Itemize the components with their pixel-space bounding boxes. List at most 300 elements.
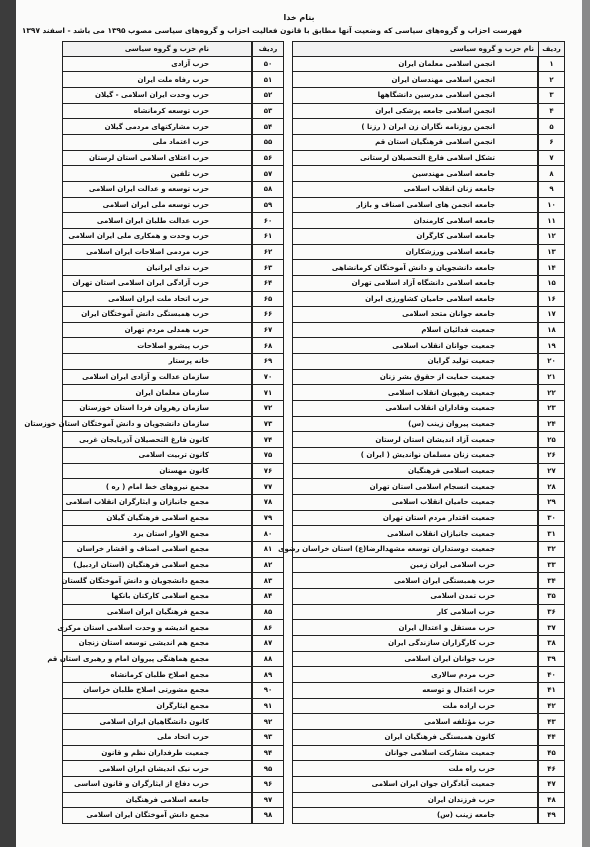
party-name: حزب تمدن اسلامی xyxy=(430,592,495,601)
table-row xyxy=(292,558,565,574)
party-name: جمعیت مشارکت اسلامی جوانان xyxy=(385,748,495,757)
blank-cell xyxy=(213,808,252,823)
table-row xyxy=(292,213,565,229)
blank-cell xyxy=(499,746,538,761)
blank-cell xyxy=(499,714,538,729)
table-row xyxy=(292,135,565,151)
party-name: حزب پیشرو اصلاحات xyxy=(137,341,209,350)
row-number: ۴۹ xyxy=(538,808,564,823)
table-row xyxy=(292,401,565,417)
party-name: مجمع دانش آموختگان ایران اسلامی xyxy=(86,811,209,820)
party-name: سازمان دانشجویان و دانش آموختگان استان خوزستان xyxy=(24,420,209,429)
row-number: ۲۲ xyxy=(538,385,564,400)
blank-cell xyxy=(213,495,252,510)
row-number: ۲۶ xyxy=(538,448,564,463)
row-number: ۷۷ xyxy=(252,479,283,494)
blank-cell xyxy=(213,526,252,541)
table-row xyxy=(62,683,284,699)
row-number: ۶۳ xyxy=(252,260,283,275)
table-row xyxy=(62,667,284,683)
row-number: ۶۵ xyxy=(252,292,283,307)
party-name: جامعه اسلامی مهندسین xyxy=(412,169,495,178)
row-number: ۴۸ xyxy=(538,793,564,808)
party-name: مجمع نیروهای خط امام ( ره ) xyxy=(105,482,209,491)
blank-cell xyxy=(499,72,538,87)
row-number: ۵ xyxy=(538,119,564,134)
row-number: ۹۴ xyxy=(252,746,283,761)
bismillah-heading: بنام خدا xyxy=(283,13,315,22)
party-name: جامعه دانشجویان و دانش آموختگان کرمانشاهی xyxy=(331,263,495,272)
table-row xyxy=(62,479,284,495)
blank-cell xyxy=(213,636,252,651)
blank-cell xyxy=(499,495,538,510)
party-name: حزب وحدت و همکاری ملی ایران اسلامی xyxy=(68,232,209,241)
party-name: انجمن اسلامی فرهنگیان استان قم xyxy=(375,138,495,147)
party-name: جامعه اسلامی ورزشکاران xyxy=(405,247,495,256)
blank-cell xyxy=(213,558,252,573)
row-number: ۲۰ xyxy=(538,354,564,369)
row-number: ۳۹ xyxy=(538,652,564,667)
table-row xyxy=(292,573,565,589)
blank-cell xyxy=(213,620,252,635)
table-row xyxy=(62,746,284,762)
table-row xyxy=(292,761,565,777)
blank-cell xyxy=(213,699,252,714)
table-row xyxy=(292,652,565,668)
blank-cell xyxy=(213,793,252,808)
blank-cell xyxy=(499,245,538,260)
blank-cell xyxy=(499,135,538,150)
row-number: ۳۰ xyxy=(538,511,564,526)
blank-cell xyxy=(213,605,252,620)
table-row xyxy=(292,432,565,448)
row-number: ۵۷ xyxy=(252,166,283,181)
table-row xyxy=(292,88,565,104)
row-number: ۳۶ xyxy=(538,605,564,620)
blank-cell xyxy=(213,323,252,338)
blank-cell xyxy=(499,526,538,541)
blank-cell xyxy=(213,198,252,213)
blank-cell xyxy=(213,401,252,416)
row-number: ۵۶ xyxy=(252,151,283,166)
row-number: ۲۱ xyxy=(538,370,564,385)
party-name: حزب وحدت ایران اسلامی - گیلان xyxy=(95,91,209,100)
blank-cell xyxy=(213,307,252,322)
blank-cell xyxy=(213,683,252,698)
blank-cell xyxy=(213,714,252,729)
party-name: حزب نیک اندیشان ایران اسلامی xyxy=(98,764,209,773)
blank-cell xyxy=(213,292,252,307)
table-row xyxy=(292,338,565,354)
table-row xyxy=(292,699,565,715)
table-row xyxy=(62,636,284,652)
table-row xyxy=(62,605,284,621)
blank-cell xyxy=(213,667,252,682)
row-number: ۸۰ xyxy=(252,526,283,541)
row-number: ۵۱ xyxy=(252,72,283,87)
row-number: ۳ xyxy=(538,88,564,103)
party-name: جامعه اسلامی دانشگاه آزاد اسلامی تهران xyxy=(351,279,495,288)
table-header xyxy=(62,41,284,57)
blank-cell xyxy=(213,542,252,557)
row-number: ۳۵ xyxy=(538,589,564,604)
table-row xyxy=(62,292,284,308)
table-row xyxy=(62,229,284,245)
row-number: ۷۰ xyxy=(252,370,283,385)
table-row xyxy=(62,166,284,182)
row-number: ۱ xyxy=(538,57,564,72)
row-number: ۸۲ xyxy=(252,558,283,573)
blank-cell xyxy=(213,166,252,181)
table-row xyxy=(62,495,284,511)
table-row xyxy=(292,104,565,120)
table-row xyxy=(62,558,284,574)
blank-cell xyxy=(499,730,538,745)
blank-cell xyxy=(213,338,252,353)
blank-cell xyxy=(499,652,538,667)
table-row xyxy=(62,213,284,229)
party-name: کانون دانشگاهیان ایران اسلامی xyxy=(99,717,209,726)
party-name: جامعه زینب (س) xyxy=(436,811,495,820)
row-number: ۶ xyxy=(538,135,564,150)
party-name: جمعیت حمایت از حقوق بشر زنان xyxy=(379,373,495,382)
party-name: حزب جوانان ایران اسلامی xyxy=(404,654,495,663)
blank-cell xyxy=(499,370,538,385)
column-header-num: ردیف xyxy=(538,42,564,56)
party-name: انجمن اسلامی مدرسین دانشگاهها xyxy=(377,91,495,100)
table-row xyxy=(292,166,565,182)
table-row xyxy=(62,338,284,354)
blank-cell xyxy=(499,323,538,338)
row-number: ۸۹ xyxy=(252,667,283,682)
blank-cell xyxy=(213,730,252,745)
blank-cell xyxy=(213,511,252,526)
scan-edge-right xyxy=(582,0,590,847)
table-row xyxy=(62,72,284,88)
row-number: ۲۴ xyxy=(538,417,564,432)
party-name: حزب اعتماد ملی xyxy=(152,138,209,147)
party-name: جمعیت طرفداران نظم و قانون xyxy=(101,748,209,757)
table-row xyxy=(62,808,284,824)
party-name: جمعیت آبادگران جوان ایران اسلامی xyxy=(371,780,495,789)
blank-cell xyxy=(213,777,252,792)
table-header xyxy=(292,41,565,57)
party-name: کانون همبستگی فرهنگیان ایران xyxy=(384,733,495,742)
blank-cell xyxy=(213,104,252,119)
row-number: ۶۲ xyxy=(252,245,283,260)
blank-cell xyxy=(499,385,538,400)
table-row xyxy=(62,432,284,448)
table-row xyxy=(62,401,284,417)
party-name: مجمع مشورتی اصلاح طلبان خراسان xyxy=(83,686,209,695)
party-name: جمعیت دوستداران توسعه مشهدالرضا(ع) استان خراسان رضوی xyxy=(278,545,495,554)
blank-cell xyxy=(499,338,538,353)
party-name: مجمع جانبازان و ایثارگران انقلاب اسلامی xyxy=(65,498,209,507)
row-number: ۸۵ xyxy=(252,605,283,620)
table-row xyxy=(292,495,565,511)
row-number: ۶۱ xyxy=(252,229,283,244)
table-row xyxy=(62,385,284,401)
table-row xyxy=(292,620,565,636)
row-number: ۷۹ xyxy=(252,511,283,526)
table-row xyxy=(292,229,565,245)
party-name: سازمان عدالت و آزادی ایران اسلامی xyxy=(82,373,209,382)
row-number: ۷۵ xyxy=(252,448,283,463)
party-name: مجمع اصلاح طلبان کرمانشاه xyxy=(110,670,209,679)
row-number: ۵۵ xyxy=(252,135,283,150)
party-name: حزب مردمی اصلاحات ایران اسلامی xyxy=(86,247,209,256)
blank-cell xyxy=(499,605,538,620)
table-row xyxy=(62,542,284,558)
table-row xyxy=(292,119,565,135)
row-number: ۶۰ xyxy=(252,213,283,228)
row-number: ۱۹ xyxy=(538,338,564,353)
table-row xyxy=(62,119,284,135)
party-name: مجمع اسلامی فرهنگیان (استان اردبیل) xyxy=(73,560,209,569)
blank-cell xyxy=(213,88,252,103)
table-row xyxy=(292,636,565,652)
table-row xyxy=(292,57,565,73)
blank-cell xyxy=(499,636,538,651)
row-number: ۱۸ xyxy=(538,323,564,338)
blank-cell xyxy=(499,558,538,573)
row-number: ۸۳ xyxy=(252,573,283,588)
party-name: انجمن اسلامی جامعه پزشکی ایران xyxy=(375,106,495,115)
blank-cell xyxy=(499,401,538,416)
party-name: حزب اراده ملت xyxy=(442,701,495,710)
row-number: ۹۵ xyxy=(252,761,283,776)
table-row xyxy=(292,72,565,88)
blank-cell xyxy=(499,198,538,213)
party-name: جامعه اسلامی کارگران xyxy=(416,232,495,241)
table-row xyxy=(292,511,565,527)
row-number: ۷۱ xyxy=(252,385,283,400)
row-number: ۳۴ xyxy=(538,573,564,588)
party-name: حزب مستقل و اعتدال ایران xyxy=(398,623,495,632)
table-row xyxy=(62,526,284,542)
blank-cell xyxy=(213,229,252,244)
blank-cell xyxy=(213,448,252,463)
party-name: حزب اسلامی ایران زمین xyxy=(409,560,495,569)
blank-cell xyxy=(213,213,252,228)
blank-cell xyxy=(213,57,252,72)
table-row xyxy=(292,385,565,401)
party-name: حزب اعتدال و توسعه xyxy=(422,686,495,695)
row-number: ۲۹ xyxy=(538,495,564,510)
party-name: حزب توسعه کرمانشاه xyxy=(133,106,209,115)
table-row xyxy=(62,589,284,605)
party-name: حزب اعتلای اسلامی استان لرستان xyxy=(88,153,209,162)
blank-cell xyxy=(499,166,538,181)
table-row xyxy=(62,777,284,793)
party-name: جمعیت آزاد اندیشان استان لرستان xyxy=(375,435,495,444)
row-number: ۸۸ xyxy=(252,652,283,667)
party-name: کانون تربیت اسلامی xyxy=(138,451,209,460)
party-name: حزب فرزندان ایران xyxy=(427,795,495,804)
row-number: ۵۴ xyxy=(252,119,283,134)
blank-cell xyxy=(499,479,538,494)
table-row xyxy=(62,182,284,198)
blank-cell xyxy=(499,292,538,307)
blank-cell xyxy=(499,229,538,244)
blank-cell xyxy=(499,276,538,291)
party-name: جمعیت پیروان زینب (س) xyxy=(408,420,495,429)
blank-cell xyxy=(213,479,252,494)
row-number: ۴۷ xyxy=(538,777,564,792)
row-number: ۴۵ xyxy=(538,746,564,761)
blank-cell xyxy=(213,573,252,588)
party-name: مجمع الاوار استان یزد xyxy=(133,529,209,538)
party-name: مجمع اسلامی اصناف و اقشار خراسان xyxy=(76,545,209,554)
blank-cell xyxy=(499,151,538,166)
row-number: ۷ xyxy=(538,151,564,166)
table-row xyxy=(292,245,565,261)
row-number: ۶۹ xyxy=(252,354,283,369)
party-name: جمعیت جوانان انقلاب اسلامی xyxy=(392,341,495,350)
table-row xyxy=(292,198,565,214)
party-name: حزب همدلی مردم تهران xyxy=(124,326,209,335)
table-row xyxy=(62,511,284,527)
row-number: ۴ xyxy=(538,104,564,119)
party-name: حزب مشارکتهای مردمی گیلان xyxy=(104,122,209,131)
table-row xyxy=(278,542,565,558)
row-number: ۹ xyxy=(538,182,564,197)
table-row xyxy=(292,683,565,699)
party-name: حزب همبستگی دانش آموختگان ایران xyxy=(81,310,209,319)
row-number: ۹۷ xyxy=(252,793,283,808)
blank-cell xyxy=(213,746,252,761)
row-number: ۳۷ xyxy=(538,620,564,635)
party-name: جمعیت جانبازان انقلاب اسلامی xyxy=(387,529,495,538)
row-number: ۹۲ xyxy=(252,714,283,729)
table-row xyxy=(292,793,565,809)
party-name: حزب آزادی xyxy=(171,59,209,68)
row-number: ۴۲ xyxy=(538,699,564,714)
party-name: جمعیت اسلامی فرهنگیان xyxy=(407,467,495,476)
row-number: ۴۴ xyxy=(538,730,564,745)
column-header-name: نام حزب و گروه سیاسی xyxy=(124,44,209,53)
row-number: ۵۲ xyxy=(252,88,283,103)
blank-cell xyxy=(499,777,538,792)
table-row xyxy=(62,135,284,151)
table-row xyxy=(62,260,284,276)
row-number: ۸۴ xyxy=(252,589,283,604)
blank-cell xyxy=(213,182,252,197)
table-row xyxy=(292,417,565,433)
row-number: ۲۳ xyxy=(538,401,564,416)
table-row xyxy=(292,323,565,339)
party-name: حزب توسعه و عدالت ایران اسلامی xyxy=(88,185,209,194)
party-name: خانه پرستار xyxy=(168,357,209,366)
table-row xyxy=(292,448,565,464)
blank-cell xyxy=(499,683,538,698)
table-row xyxy=(57,620,284,636)
table-row xyxy=(292,526,565,542)
table-row xyxy=(62,88,284,104)
blank-cell xyxy=(499,417,538,432)
row-number: ۹۱ xyxy=(252,699,283,714)
blank-cell xyxy=(213,589,252,604)
party-name: حزب مردم سالاری xyxy=(431,670,495,679)
blank-cell xyxy=(213,135,252,150)
blank-cell xyxy=(213,119,252,134)
blank-cell xyxy=(213,354,252,369)
party-name: سازمان رهروان فردا استان خوزستان xyxy=(79,404,209,413)
party-name: جامعه اسلامی فرهنگیان xyxy=(125,795,209,804)
row-number: ۳۱ xyxy=(538,526,564,541)
table-row xyxy=(292,479,565,495)
party-table-left xyxy=(24,41,284,824)
party-name: حزب توسعه ملی ایران اسلامی xyxy=(102,200,209,209)
column-header-name: نام حزب و گروه سیاسی xyxy=(449,44,534,53)
party-name: انجمن اسلامی مهندسان ایران xyxy=(391,75,495,84)
table-row xyxy=(62,793,284,809)
table-row xyxy=(292,605,565,621)
row-number: ۸۶ xyxy=(252,620,283,635)
party-table-right xyxy=(278,41,565,824)
blank-cell xyxy=(499,699,538,714)
party-name: حزب اسلامی کار xyxy=(436,607,495,616)
party-name: مجمع اسلامی کارکنان بانکها xyxy=(111,592,209,601)
table-row xyxy=(292,260,565,276)
blank-cell xyxy=(213,464,252,479)
blank-cell xyxy=(213,370,252,385)
row-number: ۴۳ xyxy=(538,714,564,729)
table-row xyxy=(62,730,284,746)
blank-cell xyxy=(499,354,538,369)
table-row xyxy=(62,151,284,167)
row-number: ۷۶ xyxy=(252,464,283,479)
blank-cell xyxy=(213,432,252,447)
row-number: ۷۲ xyxy=(252,401,283,416)
table-row xyxy=(62,245,284,261)
table-row xyxy=(62,104,284,120)
row-number: ۴۶ xyxy=(538,761,564,776)
party-name: جمعیت زنان مسلمان نواندیش ( ایران ) xyxy=(360,451,495,460)
blank-cell xyxy=(499,448,538,463)
party-name: تشکل اسلامی فارغ التحصیلان لرستانی xyxy=(360,153,495,162)
party-name: مجمع فرهنگیان ایران اسلامی xyxy=(106,607,209,616)
table-row xyxy=(24,417,284,433)
row-number: ۷۳ xyxy=(252,417,283,432)
party-name: حزب مؤتلفه اسلامی xyxy=(424,717,495,726)
party-name: جامعه انجمن های اسلامی اصناف و بازار xyxy=(356,200,495,209)
party-name: کانون فارغ التحصیلان آذربایجان غربی xyxy=(79,435,209,444)
row-number: ۷۸ xyxy=(252,495,283,510)
party-name: جمعیت فدائیان اسلام xyxy=(421,326,495,335)
party-name: سازمان معلمان ایران xyxy=(135,388,209,397)
table-row xyxy=(292,464,565,480)
party-name: مجمع هماهنگی پیروان امام و رهبری استان قم xyxy=(47,654,209,663)
table-row xyxy=(292,276,565,292)
table-row xyxy=(292,292,565,308)
blank-cell xyxy=(213,652,252,667)
table-row xyxy=(292,777,565,793)
blank-cell xyxy=(213,385,252,400)
table-row xyxy=(62,307,284,323)
scan-edge-left xyxy=(0,0,16,847)
party-name: انجمن روزنامه نگاران زن ایران ( رزنا ) xyxy=(361,122,495,131)
row-number: ۲ xyxy=(538,72,564,87)
row-number: ۴۱ xyxy=(538,683,564,698)
row-number: ۶۶ xyxy=(252,307,283,322)
row-number: ۵۹ xyxy=(252,198,283,213)
row-number: ۹۸ xyxy=(252,808,283,823)
row-number: ۵۸ xyxy=(252,182,283,197)
row-number: ۳۸ xyxy=(538,636,564,651)
row-number: ۱۰ xyxy=(538,198,564,213)
blank-cell xyxy=(499,88,538,103)
